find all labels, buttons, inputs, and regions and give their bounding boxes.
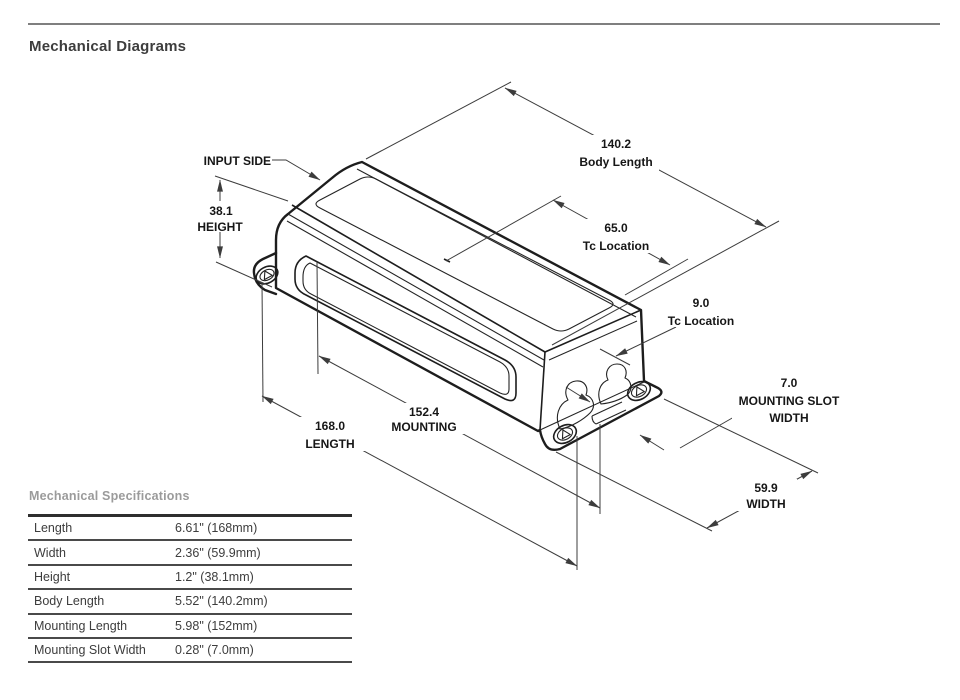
spec-label: Mounting Slot Width bbox=[34, 643, 146, 658]
dim-slot-width bbox=[566, 387, 734, 450]
spec-value: 2.36" (59.9mm) bbox=[175, 545, 261, 560]
end-face-chamfer bbox=[549, 321, 637, 360]
length-label: LENGTH bbox=[305, 437, 355, 451]
table-row bbox=[28, 590, 352, 614]
height-label: HEIGHT bbox=[197, 220, 243, 234]
top-label-recess bbox=[316, 177, 613, 331]
chamfer-line-2 bbox=[287, 221, 543, 367]
height-value: 38.1 bbox=[209, 204, 233, 218]
slot-value: 7.0 bbox=[780, 376, 798, 390]
tc-top-value: 65.0 bbox=[604, 221, 628, 235]
slot-label-line2: WIDTH bbox=[769, 411, 809, 425]
table-row bbox=[28, 615, 352, 639]
spec-label: Length bbox=[34, 521, 73, 536]
mounting-value: 152.4 bbox=[408, 405, 440, 419]
tc-end-label: Tc Location bbox=[667, 314, 735, 328]
width-label: WIDTH bbox=[746, 497, 786, 511]
dim-input-side bbox=[272, 160, 320, 180]
spec-value: 6.61" (168mm) bbox=[175, 521, 258, 536]
length-value: 168.0 bbox=[314, 419, 346, 433]
specs-heading: Mechanical Specifications bbox=[29, 489, 190, 503]
body-length-label: Body Length bbox=[579, 155, 653, 169]
spec-label: Width bbox=[34, 545, 66, 560]
mounting-foot-right bbox=[550, 364, 653, 447]
keyhole-cutout-back bbox=[599, 364, 631, 404]
side-recess-inner bbox=[303, 263, 509, 394]
spec-value: 5.98" (152mm) bbox=[175, 618, 258, 633]
spec-label: Height bbox=[34, 569, 71, 584]
mounting-slot bbox=[592, 402, 626, 424]
table-row bbox=[28, 541, 352, 565]
slot-label-line1: MOUNTING SLOT bbox=[738, 394, 840, 408]
table-row bbox=[28, 517, 352, 541]
spec-label: Mounting Length bbox=[34, 618, 128, 633]
specs-table bbox=[28, 514, 352, 663]
dimension-labels bbox=[193, 135, 846, 511]
keyhole-cutout-front bbox=[557, 381, 593, 429]
page-title: Mechanical Diagrams bbox=[29, 38, 187, 55]
tc-end-value: 9.0 bbox=[692, 296, 710, 310]
chamfer-line-1 bbox=[288, 214, 544, 360]
input-side-label: INPUT SIDE bbox=[203, 154, 271, 168]
screw-icon bbox=[550, 421, 579, 447]
body-length-value: 140.2 bbox=[600, 137, 632, 151]
end-face-front-edge bbox=[540, 352, 545, 430]
tc-top-label: Tc Location bbox=[582, 239, 650, 253]
mounting-label: MOUNTING bbox=[391, 420, 457, 434]
spec-label: Body Length bbox=[34, 594, 105, 609]
width-value: 59.9 bbox=[754, 481, 778, 495]
table-row bbox=[28, 566, 352, 590]
table-row bbox=[28, 639, 352, 663]
side-recess-outer bbox=[295, 256, 516, 401]
spec-value: 1.2" (38.1mm) bbox=[175, 569, 254, 584]
spec-value: 5.52" (140.2mm) bbox=[175, 594, 268, 609]
spec-value: 0.28" (7.0mm) bbox=[175, 643, 254, 658]
